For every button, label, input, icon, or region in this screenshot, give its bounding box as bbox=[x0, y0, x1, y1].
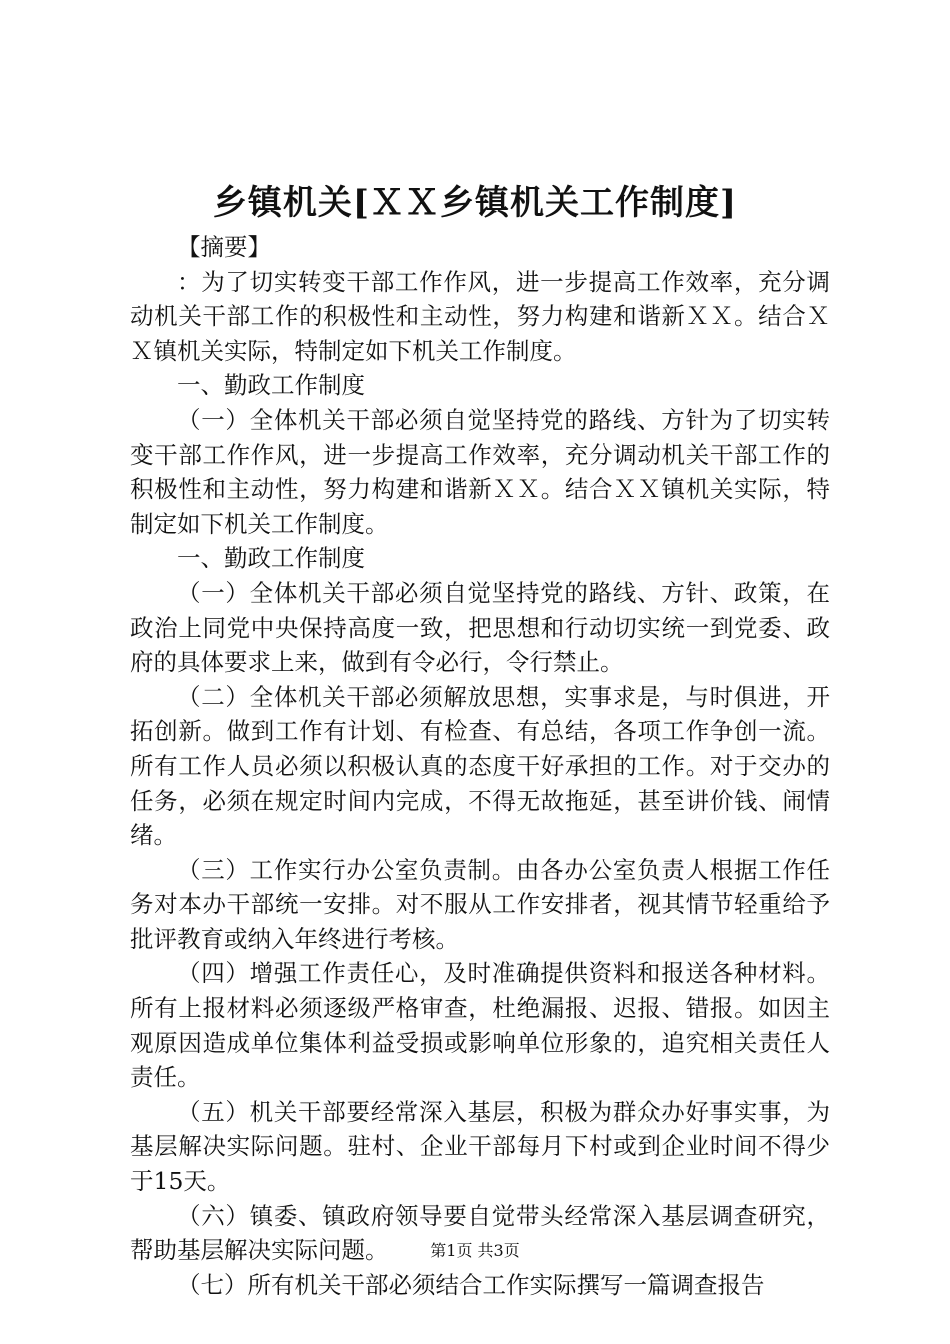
document-title: 乡镇机关[ＸＸ乡镇机关工作制度] bbox=[212, 183, 738, 223]
paragraph-2: （一）全体机关干部必须自觉坚持党的路线、方针、政策，在政治上同党中央保持高度一致，把思想和行动切实统一到党委、政府的具体要求上来，做到有令必行，令行禁止。 bbox=[130, 578, 830, 677]
paragraph-5: （四）增强工作责任心，及时准确提供资料和报送各种材料。所有上报材料必须逐级严格审查，杜绝漏报、迟报、错报。如因主观原因造成单位集体利益受损或影响单位形象的，追究相关责任人责任。 bbox=[130, 959, 830, 1092]
section-heading-1: 一、勤政工作制度 bbox=[177, 371, 365, 400]
paragraph-8: （七）所有机关干部必须结合工作实际撰写一篇调查报告 bbox=[177, 1270, 765, 1299]
document-body bbox=[130, 230, 830, 1302]
paragraph-3: （二）全体机关干部必须解放思想，实事求是，与时俱进，开拓创新。做到工作有计划、有检查、有总结，各项工作争创一流。所有工作人员必须以积极认真的态度干好承担的工作。对于交办的任务，必须在规定时间内完成，不得无故拖延，甚至讲价钱、闹情绪。 bbox=[130, 682, 830, 850]
paragraph-4: （三）工作实行办公室负责制。由各办公室负责人根据工作任务对本办干部统一安排。对不服从工作安排者，视其情节轻重给予批评教育或纳入年终进行考核。 bbox=[130, 855, 830, 953]
paragraph-1: （一）全体机关干部必须自觉坚持党的路线、方针为了切实转变干部工作作风，进一步提高工作效率，充分调动机关干部工作的积极性和主动性，努力构建和谐新ＸＸ。结合ＸＸ镇机关实际，特制定如下机关工作制度。 bbox=[130, 405, 830, 538]
paragraph-abstract: ：为了切实转变干部工作作风，进一步提高工作效率，充分调动机关干部工作的积极性和主动性，努力构建和谐新ＸＸ。结合ＸＸ镇机关实际，特制定如下机关工作制度。 bbox=[130, 267, 830, 365]
paragraph-6: （五）机关干部要经常深入基层，积极为群众办好事实事，为基层解决实际问题。驻村、企业干部每月下村或到企业时间不得少于15天。 bbox=[130, 1097, 830, 1196]
paragraph-7: （六）镇委、镇政府领导要自觉带头经常深入基层调查研究，帮助基层解决实际问题。 bbox=[130, 1201, 830, 1265]
section-heading-2: 一、勤政工作制度 bbox=[177, 544, 365, 573]
abstract-heading: 【摘要】 bbox=[177, 233, 271, 261]
page-footer: 第1页 共3页 bbox=[430, 1241, 520, 1260]
